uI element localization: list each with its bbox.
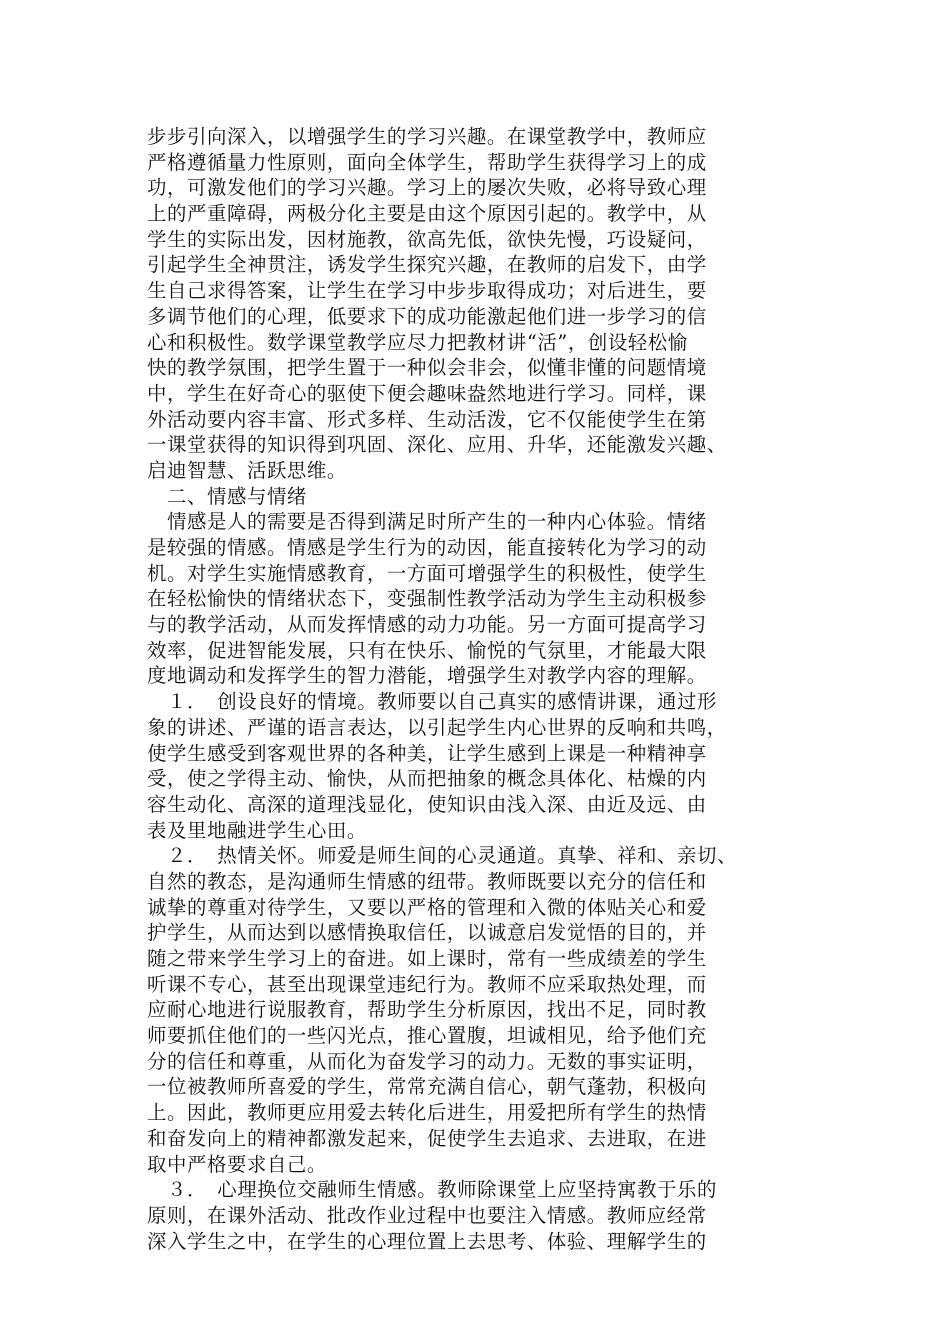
text-line: 是较强的情感。情感是学生行为的动因，能直接转化为学习的动 — [147, 536, 707, 559]
text-line: １． 创设良好的情境。教师要以自己真实的感情讲课，通过形 — [147, 690, 718, 714]
text-line: 听课不专心，甚至出现课堂违纪行为。教师不应采取热处理，而 — [147, 972, 707, 996]
text-line: 容生动化、高深的道理浅显化，使知识由浅入深、由近及远、由 — [147, 792, 707, 816]
text-line: 应耐心地进行说服教育，帮助学生分析原因，找出不足，同时教 — [147, 998, 707, 1022]
text-line: 严格遵循量力性原则，面向全体学生，帮助学生获得学习上的成 — [147, 150, 707, 174]
text-line: ３． 心理换位交融师生情感。教师除课堂上应坚持寓教于乐的 — [147, 1178, 718, 1202]
text-line: 护学生，从而达到以感情换取信任，以诚意启发觉悟的目的，并 — [147, 921, 707, 945]
text-line: 和奋发向上的精神都激发起来，促使学生去追求、去进取，在进 — [147, 1126, 707, 1150]
text-line: 分的信任和尊重，从而化为奋发学习的动力。无数的事实证明， — [147, 1049, 707, 1073]
text-line: 多调节他们的心理，低要求下的成功能激起他们进一步学习的信 — [147, 304, 707, 328]
text-line: 机。对学生实施情感教育，一方面可增强学生的积极性，使学生 — [147, 561, 707, 585]
text-line: 步步引向深入，以增强学生的学习兴趣。在课堂教学中，教师应 — [147, 125, 707, 148]
text-line: 效率，促进智能发展，只有在快乐、愉悦的气氛里，才能最大限 — [147, 638, 707, 662]
text-line: 功，可激发他们的学习兴趣。学习上的屡次失败，必将导致心理 — [147, 176, 707, 200]
text-line: 取中严格要求自己。 — [147, 1152, 327, 1176]
text-line: 情感是人的需要是否得到满足时所产生的一种内心体验。情绪 — [147, 510, 707, 534]
text-line: 受，使之学得主动、愉快，从而把抽象的概念具体化、枯燥的内 — [147, 767, 707, 791]
text-line: 二、情感与情绪 — [147, 484, 307, 508]
text-line: 在轻松愉快的情绪状态下，变强制性教学活动为学生主动积极参 — [147, 587, 707, 611]
text-line: 象的讲述、严谨的语言表达，以引起学生内心世界的反响和共鸣， — [147, 715, 727, 739]
text-line: 中，学生在好奇心的驱使下便会趣味盎然地进行学习。同样，课 — [147, 381, 707, 405]
text-line: 心和积极性。数学课堂教学应尽力把教材讲“活”，创设轻松愉 — [147, 330, 688, 354]
text-line: 启迪智慧、活跃思维。 — [147, 458, 347, 482]
text-line: 诚挚的尊重对待学生，又要以严格的管理和入微的体贴关心和爱 — [147, 895, 707, 919]
text-line: 师要抓住他们的一些闪光点，推心置腹，坦诚相见，给予他们充 — [147, 1024, 707, 1048]
text-line: 学生的实际出发，因材施教，欲高先低，欲快先慢，巧设疑问， — [147, 227, 707, 251]
text-line: 外活动要内容丰富、形式多样、生动活泼，它不仅能使学生在第 — [147, 407, 707, 431]
body-text — [147, 124, 807, 1254]
text-line: 使学生感受到客观世界的各种美，让学生感到上课是一种精神享 — [147, 741, 707, 765]
text-line: 深入学生之中，在学生的心理位置上去思考、体验、理解学生的 — [147, 1229, 707, 1253]
text-line: 一位被教师所喜爱的学生，常常充满自信心，朝气蓬勃，积极向 — [147, 1075, 707, 1099]
text-line: ２． 热情关怀。师爱是师生间的心灵通道。真挚、祥和、亲切、 — [147, 844, 738, 868]
text-line: 原则，在课外活动、批改作业过程中也要注入情感。教师应经常 — [147, 1203, 707, 1227]
text-line: 引起学生全神贯注，诱发学生探究兴趣，在教师的启发下，由学 — [147, 253, 707, 277]
text-line: 生自己求得答案，让学生在学习中步步取得成功；对后进生，要 — [147, 279, 707, 303]
text-line: 上的严重障碍，两极分化主要是由这个原因引起的。教学中，从 — [147, 202, 707, 226]
text-line: 随之带来学生学习上的奋进。如上课时，常有一些成绩差的学生 — [147, 947, 707, 970]
text-line: 上。因此，教师更应用爱去转化后进生，用爱把所有学生的热情 — [147, 1101, 707, 1125]
text-line: 快的教学氛围，把学生置于一种似会非会，似懂非懂的问题情境 — [147, 356, 707, 380]
text-line: 度地调动和发挥学生的智力潜能，增强学生对教学内容的理解。 — [147, 664, 707, 688]
text-line: 与的教学活动，从而发挥情感的动力功能。另一方面可提高学习 — [147, 613, 707, 637]
text-line: 表及里地融进学生心田。 — [147, 818, 367, 842]
text-line: 自然的教态，是沟通师生情感的纽带。教师既要以充分的信任和 — [147, 869, 707, 893]
text-line: 一课堂获得的知识得到巩固、深化、应用、升华，还能激发兴趣、 — [147, 433, 727, 457]
